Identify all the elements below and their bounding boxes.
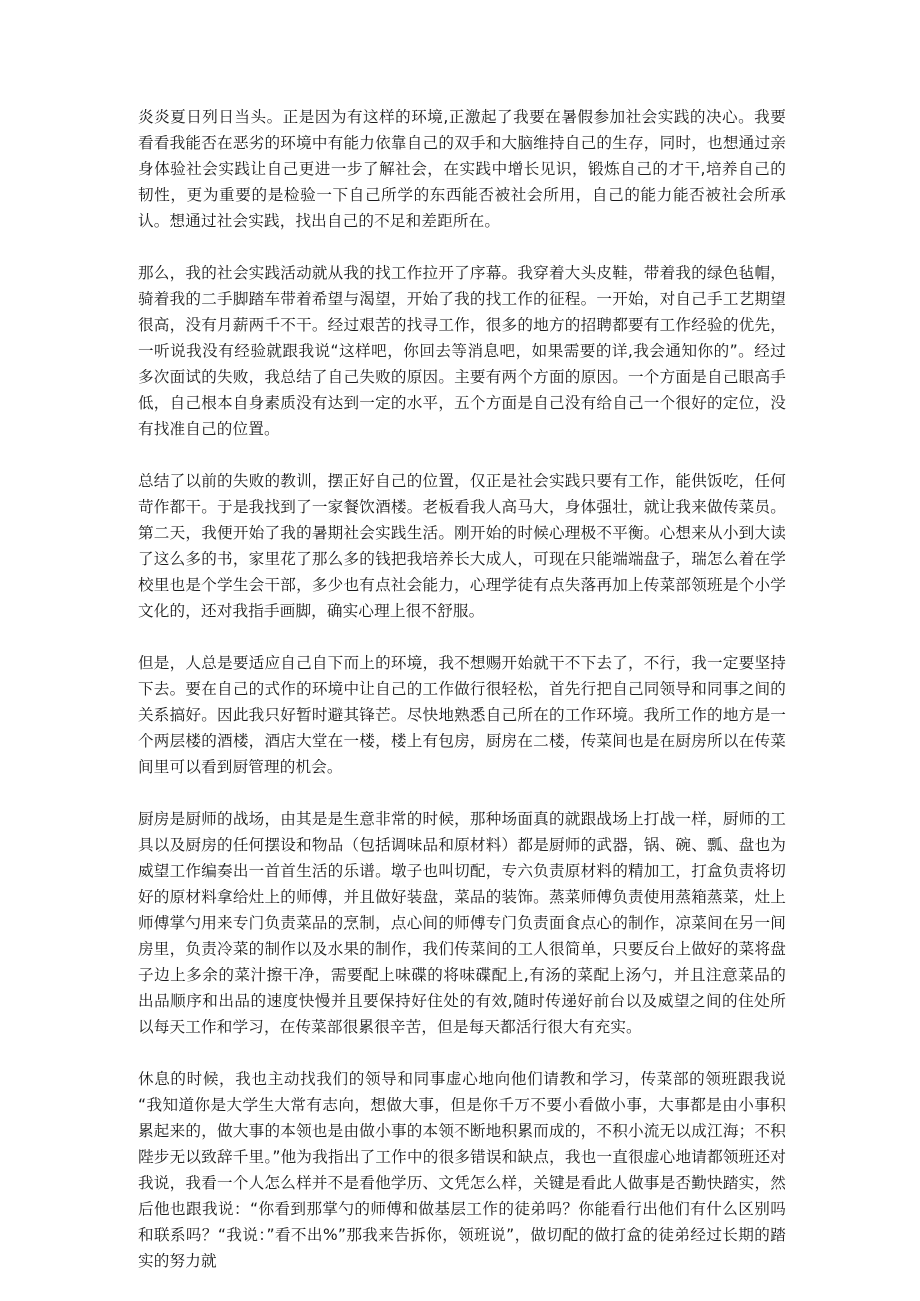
paragraph-2: 那么，我的社会实践活动就从我的找工作拉开了序幕。我穿着大头皮鞋，带着我的绿色毡帽，骑着我的二手脚踏车带着希望与渴望，开始了我的找工作的征程。一开始，对自己手工艺期望很高，没有月薪两千不干。经过艰苦的找寻工作，很多的地方的招聘都要有工作经验的优先，一听说我没有经验就跟我说“这样吧，你回去等消息吧，如果需要的详,我会通知你的”。经过多次面试的失败，我总结了自己失败的原因。主要有两个方面的原因。一个方面是自己眼高手低，自己根本自身素质没有达到一定的水平，五个方面是自己没有给自己一个很好的定位，没有找准自己的位置。: [138, 264, 786, 438]
paragraph-6: 休息的时候，我也主动找我们的领导和同事虚心地向他们请教和学习，传菜部的领班跟我说 “我知道你是大学生大常有志向，想做大事，但是你千万不要小看做小事，大事都是由小事积累起来的，做大事的本领也是由做小事的本领不断地积累而成的，不积小流无以成江海；不积陛步无以致辞千里。”他为我指出了工作中的很多错误和缺点，我也一直很虚心地请都领班还对我说，我看一个人怎么样并不是看他学历、文凭怎么样，关键是看此人做事是否勤快踏实，然后他也跟我说：“你看到那掌勺的师傅和做基层工作的徒弟吗？你能看行出他们有什么区别吗和联系吗？“我说：”看不出%”那我来告拆你，领班说”，做切配的做打盒的徒弟经过长期的踏实的努力就: [138, 1070, 786, 1270]
document-body: [138, 104, 786, 1274]
paragraph-5: 厨房是厨师的战场，由其是是生意非常的时候，那种场面真的就跟战场上打战一样，厨师的工具以及厨房的任何摆设和物品（包括调味品和原材料）都是厨师的武器，锅、碗、瓢、盘也为威望工作编奏出一首首生活的乐谱。墩子也叫切配，专六负责原材料的精加工，打盒负责将切好的原材料拿给灶上的师傅，并且做好装盘，菜品的装饰。蒸菜师傅负责使用蒸箱蒸菜，灶上师傅掌勺用来专门负责菜品的烹制，点心间的师傅专门负责面食点心的制作，凉菜间在另一间房里，负责冷菜的制作以及水果的制作，我们传菜间的工人很简单，只要反台上做好的菜将盘子边上多余的菜汁擦干净，需要配上味碟的将味碟配上,有汤的菜配上汤勺，并且注意菜品的出品顺序和出品的速度快慢并且要保持好住处的有效,随时传递好前台以及威望之间的住处所以每天工作和学习，在传菜部很累很辛苦，但是每天都活行很大有充实。: [138, 810, 786, 1036]
paragraph-4: 但是，人总是要适应自己自下而上的环境，我不想赐开始就干不下去了，不行，我一定要坚持下去。要在自己的式作的环境中让自己的工作做行很轻松，首先行把自己同领导和同事之间的关系搞好。因此我只好暂时避其锋芒。尽快地熟悉自己所在的工作环境。我所工作的地方是一个两层楼的酒楼，酒店大堂在一楼，楼上有包房，厨房在二楼，传菜间也是在厨房所以在传菜间里可以看到厨管理的机会。: [138, 654, 786, 776]
paragraph-3: 总结了以前的失败的教训，摆正好自己的位置，仅正是社会实践只要有工作，能供饭吃，任何苛作都干。于是我找到了一家餐饮酒楼。老板看我人高马大，身体强壮，就让我来做传菜员。第二天，我便开始了我的暑期社会实践生活。刚开始的时候心理极不平衡。心想来从小到大读了这么多的书，家里花了那么多的钱把我培养长大成人，可现在只能端端盘子，瑞怎么着在学校里也是个学生会干部，多少也有点社会能力，心理学徒有点失落再加上传菜部领班是个小学文化的，还对我指手画脚，确实心理上很不舒服。: [138, 472, 786, 620]
paragraph-1: 炎炎夏日列日当头。正是因为有这样的环境,正激起了我要在暑假参加社会实践的决心。我要看看我能否在恶劣的环境中有能力依靠自己的双手和大脑维持自己的生存，同时，也想通过亲身体验社会实践让自己更进一步了解社会，在实践中增长见识，锻炼自己的才干,培养自己的韧性，更为重要的是检验一下自己所学的东西能否被社会所用，自己的能力能否被社会所承认。想通过社会实践，找出自己的不足和差距所在。: [138, 108, 786, 230]
